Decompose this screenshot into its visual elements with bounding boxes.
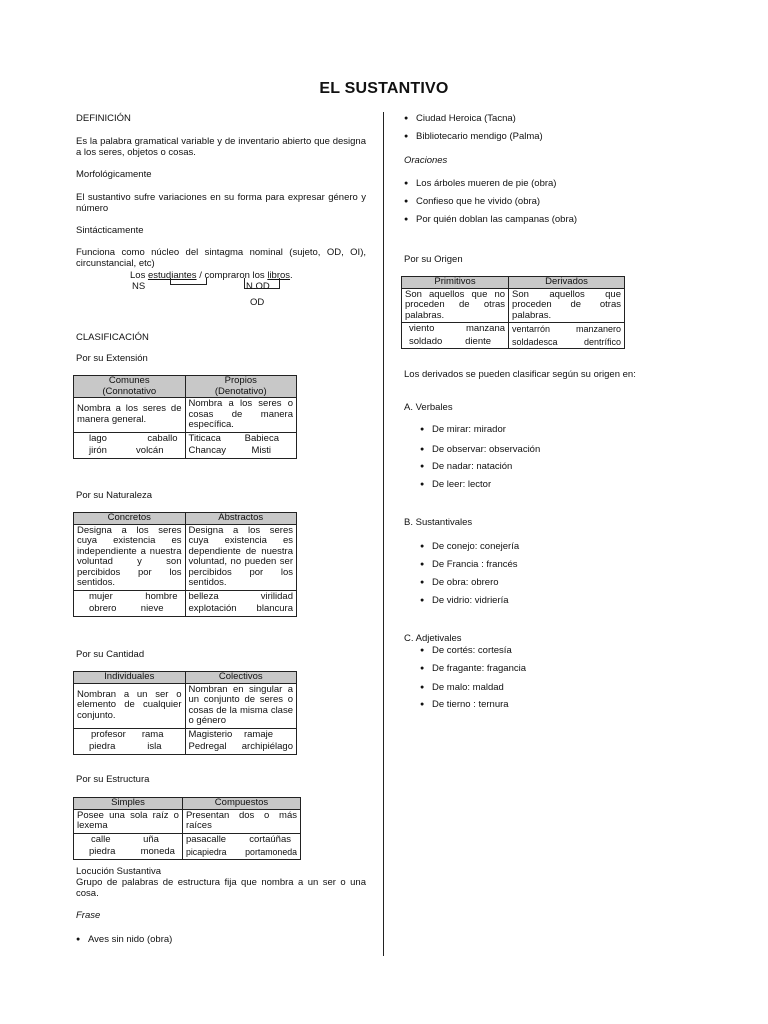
list-item: ● De cortés: cortesía (420, 645, 512, 656)
label-ns: NS (132, 281, 146, 292)
table-cell: pasacalle cortaúñas (182, 833, 300, 846)
table-cell: explotación blancura (185, 603, 297, 616)
table-cell: ventarrón manzanero (509, 323, 625, 336)
example-libros: libros (267, 270, 291, 281)
table-cell: Designa a los seres cuya existencia es independiente a nuestra voluntad y son percibidos por los sentidos. (74, 524, 186, 590)
list-item: ● De fragante: fragancia (420, 663, 526, 674)
list-item: ● Ciudad Heroica (Tacna) (404, 113, 516, 124)
list-item: ● Bibliotecario mendigo (Palma) (404, 131, 543, 142)
example-dot: . (290, 270, 293, 281)
morfo-heading: Morfológicamente (76, 169, 152, 180)
table-cell: belleza virilidad (185, 590, 297, 603)
table-cell: Titicaca Babieca (185, 432, 297, 445)
extension-table (73, 375, 297, 459)
column-divider (383, 112, 384, 956)
estructura-table (73, 797, 301, 860)
oraciones-heading: Oraciones (404, 155, 448, 166)
table-cell: Chancay Misti (185, 445, 297, 458)
table-cell: soldadesca dentrífico (509, 336, 625, 349)
bracket-ns (170, 278, 207, 285)
list-item: ● Los árboles mueren de pie (obra) (404, 178, 556, 189)
table-cell: picapiedra portamoneda (182, 846, 300, 859)
locucion-heading: Locución Sustantiva (76, 866, 162, 877)
list-item: ● De observar: observación (420, 444, 540, 455)
list-item: ● De tierno : ternura (420, 699, 509, 710)
table-cell: soldado diente (402, 336, 509, 349)
list-item: ● De Francia : francés (420, 559, 518, 570)
table-cell: Pedregal archipiélago (185, 741, 297, 754)
naturaleza-heading: Por su Naturaleza (76, 490, 153, 501)
morfo-text: El sustantivo sufre variaciones en su forma para expresar género y número (76, 192, 366, 214)
list-item: ● De vidrio: vidriería (420, 595, 509, 606)
table-cell: piedra isla (74, 741, 186, 754)
estructura-heading: Por su Estructura (76, 774, 150, 785)
table-cell: Son aquellos que proceden de otras palabras. (509, 288, 625, 323)
table-cell: jirón volcán (74, 445, 186, 458)
example-estudiantes: estudiantes (147, 270, 197, 281)
verbales-heading: A. Verbales (404, 402, 453, 413)
table-header: Derivados (509, 277, 625, 289)
table-cell: Designa a los seres cuya existencia es dependiente de nuestra voluntad, no pueden ser percibidos por los sentidos. (185, 524, 297, 590)
origen-table (401, 276, 625, 349)
list-item: ● De nadar: natación (420, 461, 512, 472)
cantidad-heading: Por su Cantidad (76, 649, 145, 660)
derivados-intro: Los derivados se pueden clasificar según su origen en: (404, 369, 636, 380)
frase-heading: Frase (76, 910, 101, 921)
list-item: ● Por quién doblan las campanas (obra) (404, 214, 577, 225)
table-header: Compuestos (182, 798, 300, 810)
list-item: ● Confieso que he vivido (obra) (404, 196, 540, 207)
list-item: ● De obra: obrero (420, 577, 499, 588)
adjetivales-heading: C. Adjetivales (404, 633, 462, 644)
table-header: Primitivos (402, 277, 509, 289)
label-od: OD (250, 297, 265, 308)
example-middle: / compraron los (199, 270, 265, 281)
definicion-text: Es la palabra gramatical variable y de inventario abierto que designa a los seres, objetos o cosas. (76, 136, 366, 158)
table-header: Colectivos (185, 672, 297, 684)
table-cell: viento manzana (402, 323, 509, 336)
table-header: Propios (Denotativo) (185, 376, 297, 398)
definicion-heading: DEFINICIÓN (76, 113, 131, 124)
table-cell: calle uña (74, 833, 183, 846)
table-header: Concretos (74, 513, 186, 525)
list-item: ● De mirar: mirador (420, 424, 506, 435)
naturaleza-table (73, 512, 297, 617)
list-item: ● De malo: maldad (420, 682, 504, 693)
table-cell: Magisterio ramaje (185, 728, 297, 741)
cantidad-table (73, 671, 297, 755)
clasificacion-heading: CLASIFICACIÓN (76, 332, 149, 343)
table-cell: piedra moneda (74, 846, 183, 859)
locucion-text: Grupo de palabras de estructura fija que nombra a un ser o una cosa. (76, 877, 366, 899)
page-title: EL SUSTANTIVO (319, 80, 449, 97)
table-header: Comunes (Connotativo (74, 376, 186, 398)
list-item: ● Aves sin nido (obra) (76, 934, 172, 945)
table-cell: Presentan dos o más raíces (182, 809, 300, 833)
table-cell: obrero nieve (74, 603, 186, 616)
label-nod: N.OD (246, 281, 270, 292)
table-cell: Posee una sola raíz o lexema (74, 809, 183, 833)
table-cell: Nombra a los seres o cosas de manera específica. (185, 398, 297, 433)
table-cell: Nombra a los seres de manera general. (74, 398, 186, 433)
table-cell: mujer hombre (74, 590, 186, 603)
list-item: ● De conejo: conejería (420, 541, 519, 552)
table-cell: Son aquellos que no proceden de otras palabras. (402, 288, 509, 323)
table-header: Individuales (74, 672, 186, 684)
sintac-text: Funciona como núcleo del sintagma nominal (sujeto, OD, OI), circunstancial, etc) (76, 247, 366, 269)
sustantivales-heading: B. Sustantivales (404, 517, 473, 528)
table-header: Abstractos (185, 513, 297, 525)
table-cell: lago caballo (74, 432, 186, 445)
list-item: ● De leer: lector (420, 479, 491, 490)
example-los: Los (130, 270, 146, 281)
table-cell: Nombran a un ser o elemento de cualquier conjunto. (74, 683, 186, 728)
table-header: Simples (74, 798, 183, 810)
sintac-heading: Sintácticamente (76, 225, 144, 236)
origen-heading: Por su Origen (404, 254, 463, 265)
table-cell: Nombran en singular a un conjunto de seres o cosas de la misma clase o género (185, 683, 297, 728)
table-cell: profesor rama (74, 728, 186, 741)
extension-heading: Por su Extensión (76, 353, 148, 364)
